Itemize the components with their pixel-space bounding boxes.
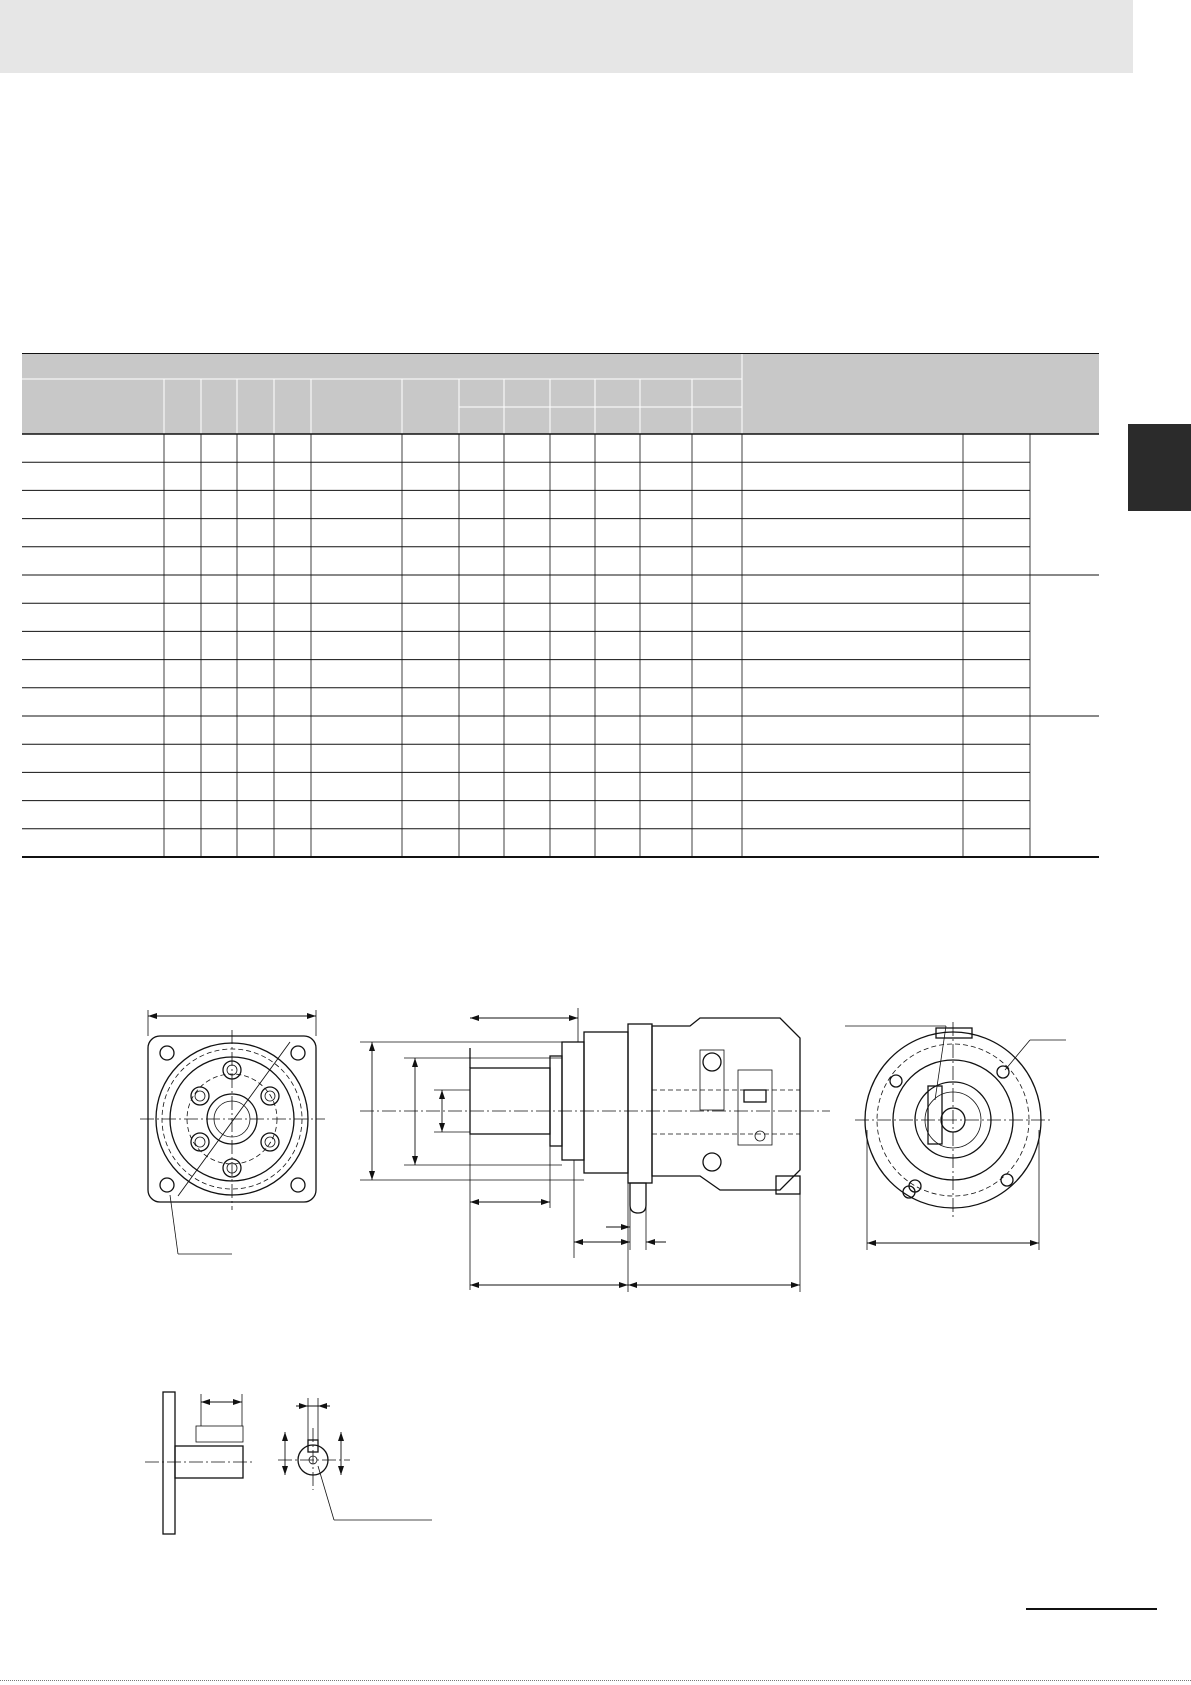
footer-rule xyxy=(1026,1608,1157,1610)
gearhead-dimension-drawing xyxy=(0,990,1191,1300)
side-section-view xyxy=(360,1008,830,1292)
page-bottom-dotted-rule xyxy=(0,1680,1191,1681)
key-detail-drawing xyxy=(0,1380,1191,1540)
key-end-view xyxy=(278,1398,432,1520)
page-header-band xyxy=(0,0,1133,73)
flange-front-view xyxy=(140,1010,325,1254)
dimension-table xyxy=(22,353,1099,861)
chapter-tab xyxy=(1128,424,1191,511)
motor-side-view xyxy=(845,1022,1066,1250)
table-header-band xyxy=(22,353,1099,434)
key-side-view xyxy=(145,1392,255,1534)
